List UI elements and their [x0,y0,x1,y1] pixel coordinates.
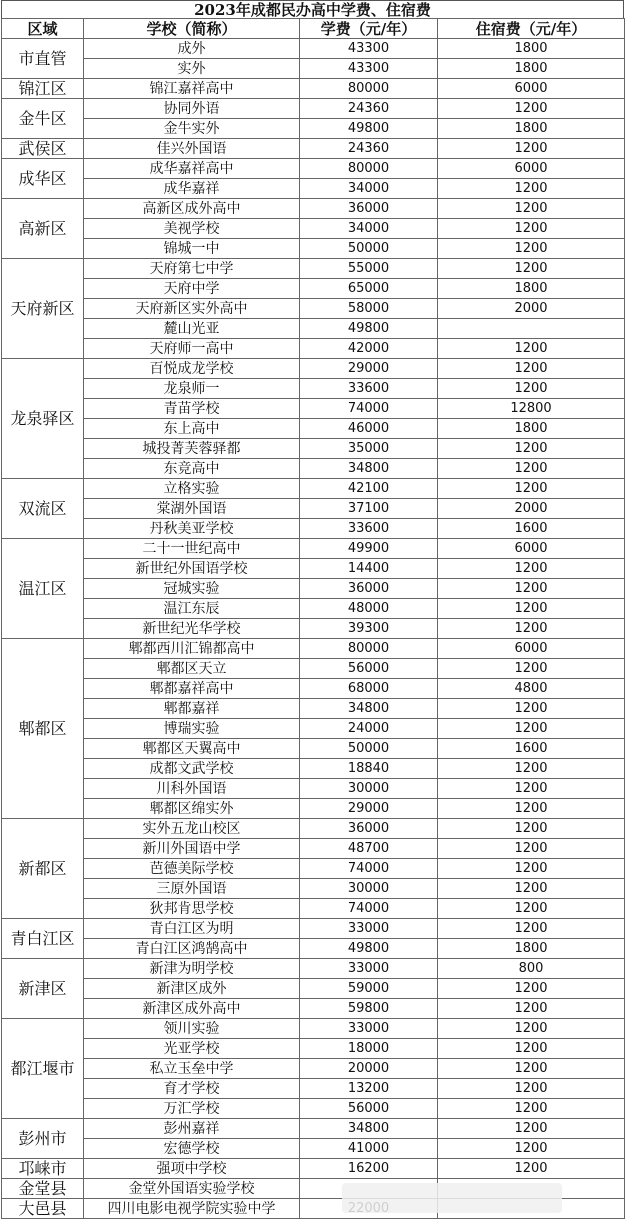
table-row [2,859,625,879]
tuition-cell: 34000 [300,179,438,199]
tuition-cell: 36000 [300,579,438,599]
school-cell: 四川电影电视学院实验中学 [84,1199,300,1219]
district-cell: 市直管 [2,39,84,79]
table-row [2,79,625,99]
boarding-cell: 1200 [438,99,625,119]
header-district: 区域 [2,19,84,39]
boarding-cell: 1200 [438,1079,625,1099]
district-cell: 郫都区 [2,639,84,819]
table-row [2,659,625,679]
tuition-cell: 37100 [300,499,438,519]
school-cell: 天府师一高中 [84,339,300,359]
tuition-cell: 74000 [300,899,438,919]
boarding-cell: 1800 [438,59,625,79]
district-cell: 龙泉驿区 [2,359,84,479]
boarding-cell: 1200 [438,699,625,719]
school-cell: 冠城实验 [84,579,300,599]
table-row [2,219,625,239]
school-cell: 育才学校 [84,1079,300,1099]
tuition-cell: 59800 [300,999,438,1019]
boarding-cell: 1200 [438,1119,625,1139]
table-row [2,239,625,259]
tuition-cell: 36000 [300,199,438,219]
tuition-cell: 36000 [300,819,438,839]
school-cell: 佳兴外国语 [84,139,300,159]
tuition-cell: 34000 [300,219,438,239]
boarding-cell: 6000 [438,639,625,659]
school-cell: 实外 [84,59,300,79]
school-cell: 万汇学校 [84,1099,300,1119]
boarding-cell: 1200 [438,379,625,399]
tuition-cell: 18840 [300,759,438,779]
boarding-cell: 1200 [438,659,625,679]
tuition-cell: 35000 [300,439,438,459]
table-row [2,379,625,399]
boarding-cell: 1200 [438,759,625,779]
tuition-cell: 49800 [300,119,438,139]
table-row [2,1139,625,1159]
tuition-cell: 43300 [300,39,438,59]
tuition-cell: 65000 [300,279,438,299]
boarding-cell: 1800 [438,279,625,299]
tuition-cell: 24360 [300,139,438,159]
boarding-cell: 1200 [438,179,625,199]
table-row [2,419,625,439]
tuition-cell: 80000 [300,639,438,659]
tuition-cell: 48000 [300,599,438,619]
school-cell: 城投菁芙蓉驿都 [84,439,300,459]
boarding-cell: 1200 [438,979,625,999]
school-cell: 新津区成外 [84,979,300,999]
district-cell: 成华区 [2,159,84,199]
school-cell: 实外五龙山校区 [84,819,300,839]
sheet-title: 2023年成都民办高中学费、住宿费 [1,0,624,18]
tuition-cell: 56000 [300,1099,438,1119]
table-row [2,559,625,579]
tuition-cell: 80000 [300,159,438,179]
table-row [2,739,625,759]
boarding-cell: 1200 [438,1059,625,1079]
table-row [2,159,625,179]
tuition-cell: 24000 [300,719,438,739]
tuition-cell: 50000 [300,239,438,259]
table-row [2,679,625,699]
boarding-cell: 1200 [438,199,625,219]
tuition-cell: 33600 [300,519,438,539]
table-body [2,39,625,1219]
boarding-cell: 1200 [438,779,625,799]
district-cell: 天府新区 [2,259,84,359]
table-row [2,779,625,799]
boarding-cell: 1200 [438,879,625,899]
tuition-cell: 58000 [300,299,438,319]
tuition-cell: 29000 [300,799,438,819]
table-row [2,799,625,819]
school-cell: 锦江嘉祥高中 [84,79,300,99]
table-row [2,259,625,279]
boarding-cell: 1200 [438,1019,625,1039]
table-row [2,39,625,59]
boarding-cell: 800 [438,959,625,979]
table-row [2,699,625,719]
table-row [2,1039,625,1059]
school-cell: 新世纪外国语学校 [84,559,300,579]
tuition-cell: 48700 [300,839,438,859]
boarding-cell: 1200 [438,1099,625,1119]
school-cell: 温江东辰 [84,599,300,619]
district-cell: 青白江区 [2,919,84,959]
tuition-cell: 46000 [300,419,438,439]
table-row [2,819,625,839]
school-cell: 郫都区绵实外 [84,799,300,819]
boarding-cell: 1800 [438,419,625,439]
boarding-cell: 6000 [438,539,625,559]
boarding-cell: 1200 [438,899,625,919]
table-row [2,459,625,479]
table-row [2,899,625,919]
boarding-cell: 2000 [438,499,625,519]
district-cell: 金牛区 [2,99,84,139]
boarding-cell: 1200 [438,1139,625,1159]
tuition-cell: 30000 [300,879,438,899]
table-row [2,1159,625,1179]
school-cell: 新世纪光华学校 [84,619,300,639]
table-row [2,59,625,79]
school-cell: 二十一世纪高中 [84,539,300,559]
boarding-cell: 1200 [438,619,625,639]
school-cell: 麓山光亚 [84,319,300,339]
boarding-cell: 1200 [438,239,625,259]
tuition-cell: 20000 [300,1059,438,1079]
table-row [2,519,625,539]
table-row [2,139,625,159]
table-row [2,1099,625,1119]
school-cell: 芭德美际学校 [84,859,300,879]
table-row [2,339,625,359]
boarding-cell: 2000 [438,299,625,319]
school-cell: 协同外语 [84,99,300,119]
school-cell: 高新区成外高中 [84,199,300,219]
school-cell: 东上高中 [84,419,300,439]
boarding-cell: 1600 [438,519,625,539]
school-cell: 郫都区天立 [84,659,300,679]
boarding-cell: 1200 [438,359,625,379]
tuition-cell: 33000 [300,959,438,979]
school-cell: 成华嘉祥高中 [84,159,300,179]
school-cell: 三原外国语 [84,879,300,899]
school-cell: 强项中学校 [84,1159,300,1179]
boarding-cell: 1200 [438,599,625,619]
boarding-cell [438,319,625,339]
table-row [2,1119,625,1139]
boarding-cell: 1200 [438,1159,625,1179]
tuition-cell: 13200 [300,1079,438,1099]
table-row [2,1019,625,1039]
header-tuition: 学费（元/年） [300,19,438,39]
school-cell: 成都文武学校 [84,759,300,779]
school-cell: 丹秋美亚学校 [84,519,300,539]
district-cell: 温江区 [2,539,84,639]
tuition-cell: 33000 [300,1019,438,1039]
school-cell: 郫都嘉祥 [84,699,300,719]
school-cell: 宏德学校 [84,1139,300,1159]
boarding-cell: 1200 [438,459,625,479]
district-cell: 武侯区 [2,139,84,159]
school-cell: 东竞高中 [84,459,300,479]
tuition-cell: 18000 [300,1039,438,1059]
boarding-cell: 1200 [438,999,625,1019]
school-cell: 新津区成外高中 [84,999,300,1019]
tuition-cell: 49800 [300,939,438,959]
school-cell: 彭州嘉祥 [84,1119,300,1139]
table-row [2,439,625,459]
table-row [2,499,625,519]
school-cell: 青白江区鸿鹄高中 [84,939,300,959]
table-row [2,1079,625,1099]
tuition-cell: 24360 [300,99,438,119]
district-cell: 新津区 [2,959,84,1019]
tuition-cell: 33000 [300,919,438,939]
school-cell: 金牛实外 [84,119,300,139]
table-row [2,319,625,339]
boarding-cell: 1200 [438,799,625,819]
tuition-cell: 43300 [300,59,438,79]
school-cell: 金堂外国语实验学校 [84,1179,300,1199]
table-row [2,719,625,739]
boarding-cell: 1200 [438,859,625,879]
table-row [2,959,625,979]
header-school: 学校（简称） [84,19,300,39]
district-cell: 双流区 [2,479,84,539]
table-row [2,999,625,1019]
table-row [2,179,625,199]
district-cell: 彭州市 [2,1119,84,1159]
school-cell: 龙泉师一 [84,379,300,399]
tuition-cell: 29000 [300,359,438,379]
school-cell: 美视学校 [84,219,300,239]
district-cell: 邛崃市 [2,1159,84,1179]
school-cell: 青白江区为明 [84,919,300,939]
school-cell: 新津为明学校 [84,959,300,979]
table-row [2,839,625,859]
tuition-cell: 39300 [300,619,438,639]
boarding-cell: 1200 [438,219,625,239]
fee-table [1,18,625,1219]
table-row [2,759,625,779]
school-cell: 成华嘉祥 [84,179,300,199]
boarding-cell: 1200 [438,559,625,579]
table-row [2,539,625,559]
tuition-cell: 59000 [300,979,438,999]
district-cell: 锦江区 [2,79,84,99]
school-cell: 郫都西川汇锦都高中 [84,639,300,659]
boarding-cell: 6000 [438,79,625,99]
table-row [2,119,625,139]
district-cell: 高新区 [2,199,84,259]
tuition-cell: 49900 [300,539,438,559]
table-row [2,919,625,939]
school-cell: 棠湖外国语 [84,499,300,519]
boarding-cell: 1200 [438,479,625,499]
table-row [2,639,625,659]
tuition-cell: 34800 [300,459,438,479]
tuition-cell: 34800 [300,1119,438,1139]
tuition-cell: 74000 [300,399,438,419]
boarding-cell: 1800 [438,39,625,59]
school-cell: 立格实验 [84,479,300,499]
school-cell: 领川实验 [84,1019,300,1039]
school-cell: 狄邦肯思学校 [84,899,300,919]
table-row [2,619,625,639]
tuition-cell: 74000 [300,859,438,879]
tuition-cell: 80000 [300,79,438,99]
boarding-cell: 12800 [438,399,625,419]
school-cell: 天府第七中学 [84,259,300,279]
school-cell: 郫都嘉祥高中 [84,679,300,699]
watermark-overlay [342,1183,562,1213]
boarding-cell: 1200 [438,339,625,359]
table-row [2,939,625,959]
boarding-cell: 1200 [438,819,625,839]
school-cell: 川科外国语 [84,779,300,799]
boarding-cell: 1200 [438,439,625,459]
tuition-cell: 55000 [300,259,438,279]
header-boarding: 住宿费（元/年） [438,19,625,39]
boarding-cell: 1200 [438,139,625,159]
school-cell: 博瑞实验 [84,719,300,739]
boarding-cell: 1200 [438,259,625,279]
boarding-cell: 1600 [438,739,625,759]
school-cell: 成外 [84,39,300,59]
table-row [2,299,625,319]
table-row [2,579,625,599]
school-cell: 私立玉垒中学 [84,1059,300,1079]
school-cell: 锦城一中 [84,239,300,259]
district-cell: 大邑县 [2,1199,84,1219]
tuition-cell: 16200 [300,1159,438,1179]
school-cell: 天府新区实外高中 [84,299,300,319]
table-row [2,479,625,499]
tuition-cell: 42100 [300,479,438,499]
boarding-cell: 4800 [438,679,625,699]
table-row [2,199,625,219]
school-cell: 百悦成龙学校 [84,359,300,379]
tuition-cell: 56000 [300,659,438,679]
tuition-cell: 30000 [300,779,438,799]
tuition-cell: 49800 [300,319,438,339]
district-cell: 新都区 [2,819,84,919]
school-cell: 天府中学 [84,279,300,299]
school-cell: 郫都区天翼高中 [84,739,300,759]
table-row [2,1059,625,1079]
district-cell: 都江堰市 [2,1019,84,1119]
tuition-cell: 68000 [300,679,438,699]
district-cell: 金堂县 [2,1179,84,1199]
boarding-cell: 6000 [438,159,625,179]
table-row [2,359,625,379]
table-row [2,979,625,999]
tuition-cell: 42000 [300,339,438,359]
tuition-cell: 14400 [300,559,438,579]
boarding-cell: 1200 [438,919,625,939]
tuition-cell: 34800 [300,699,438,719]
table-row [2,399,625,419]
school-cell: 新川外国语中学 [84,839,300,859]
school-cell: 青苗学校 [84,399,300,419]
table-row [2,879,625,899]
boarding-cell: 1200 [438,839,625,859]
table-row [2,99,625,119]
boarding-cell: 1200 [438,719,625,739]
tuition-cell: 50000 [300,739,438,759]
boarding-cell: 1200 [438,1039,625,1059]
school-cell: 光亚学校 [84,1039,300,1059]
table-row [2,599,625,619]
boarding-cell: 1800 [438,939,625,959]
boarding-cell: 1200 [438,579,625,599]
table-row [2,279,625,299]
tuition-cell: 33600 [300,379,438,399]
tuition-cell: 41000 [300,1139,438,1159]
boarding-cell: 1800 [438,119,625,139]
header-row [2,19,625,39]
